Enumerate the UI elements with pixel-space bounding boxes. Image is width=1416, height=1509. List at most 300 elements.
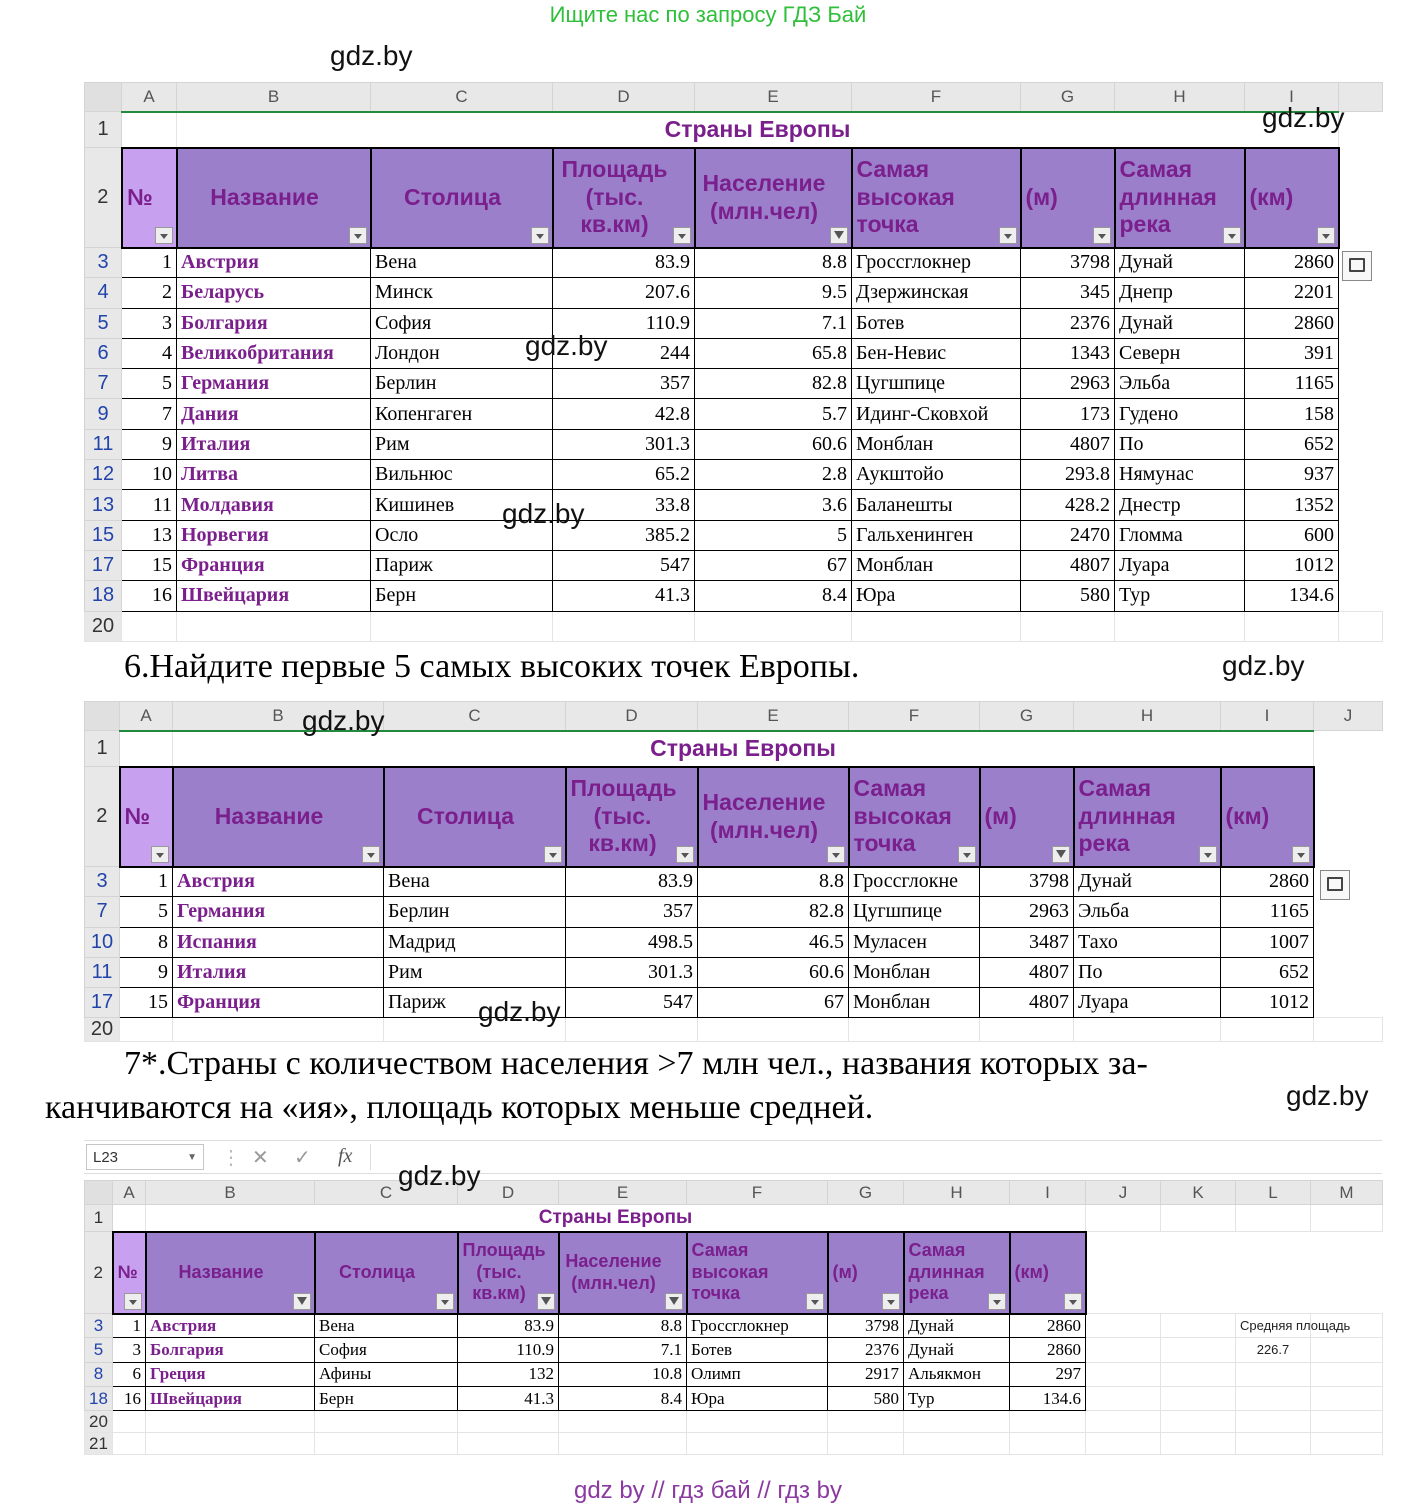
empty-cell[interactable] (315, 1433, 458, 1455)
column-header-m[interactable]: M (1311, 1181, 1383, 1205)
filter-active-icon[interactable] (293, 1293, 311, 1310)
empty-cell[interactable] (904, 1433, 1010, 1455)
filter-dropdown-icon[interactable] (676, 846, 694, 863)
table-cell[interactable]: 8.4 (695, 581, 852, 611)
column-header-a[interactable]: A (120, 702, 173, 731)
table-cell[interactable]: 42.8 (553, 399, 695, 429)
table-cell[interactable]: Афины (315, 1362, 458, 1386)
column-header-b[interactable]: B (173, 702, 384, 731)
table-cell[interactable]: Австрия (173, 867, 384, 897)
table-cell[interactable]: 345 (1021, 278, 1115, 308)
table-cell[interactable]: Гроссглокнер (687, 1314, 828, 1338)
row-header[interactable]: 18 (85, 1386, 113, 1410)
filter-dropdown-icon[interactable] (155, 227, 173, 244)
table-cell[interactable]: Юра (852, 581, 1021, 611)
empty-cell[interactable] (980, 1018, 1074, 1042)
filter-dropdown-icon[interactable] (1064, 1293, 1082, 1310)
insert-function-icon[interactable]: fx (338, 1145, 353, 1167)
enter-icon[interactable]: ✓ (294, 1147, 311, 1169)
table-cell[interactable]: 173 (1021, 399, 1115, 429)
empty-cell[interactable] (1221, 1018, 1314, 1042)
table-cell[interactable]: Монблан (849, 988, 980, 1018)
table-cell[interactable]: Болгария (146, 1338, 315, 1362)
table-cell[interactable]: 2376 (1021, 308, 1115, 338)
table-cell[interactable]: 580 (828, 1386, 904, 1410)
empty-cell[interactable] (120, 1018, 173, 1042)
row-header[interactable]: 10 (85, 927, 120, 957)
table-cell[interactable]: 10 (122, 460, 177, 490)
filter-active-icon[interactable] (665, 1293, 683, 1310)
table-cell[interactable]: 41.3 (458, 1386, 559, 1410)
empty-cell[interactable] (177, 611, 371, 641)
table-cell[interactable]: 428.2 (1021, 490, 1115, 520)
table-cell[interactable]: 2201 (1245, 278, 1339, 308)
table-cell[interactable]: Нямунас (1115, 460, 1245, 490)
table-cell[interactable]: 134.6 (1010, 1386, 1086, 1410)
empty-cell[interactable] (849, 1018, 980, 1042)
table-cell[interactable]: Берлин (371, 369, 553, 399)
table-cell[interactable]: 5.7 (695, 399, 852, 429)
table-cell[interactable]: Вена (371, 248, 553, 278)
table-cell[interactable]: 1352 (1245, 490, 1339, 520)
table-cell[interactable]: Австрия (177, 248, 371, 278)
row-header[interactable]: 5 (85, 1338, 113, 1362)
empty-cell[interactable] (1161, 1433, 1236, 1455)
column-header-e[interactable]: E (695, 83, 852, 112)
row-header[interactable]: 3 (85, 1314, 113, 1338)
table-cell[interactable]: Муласен (849, 927, 980, 957)
table-cell[interactable]: Париж (384, 988, 566, 1018)
table-cell[interactable]: 7 (122, 399, 177, 429)
column-header-e[interactable]: E (559, 1181, 687, 1205)
table-cell[interactable]: 83.9 (458, 1314, 559, 1338)
row-header[interactable]: 8 (85, 1362, 113, 1386)
empty-cell[interactable] (146, 1411, 315, 1433)
quick-analysis-icon[interactable] (1320, 870, 1350, 900)
table-cell[interactable]: 4807 (1021, 429, 1115, 459)
row-header[interactable]: 12 (85, 460, 122, 490)
table-cell[interactable]: 3 (122, 308, 177, 338)
table-cell[interactable]: 2860 (1010, 1314, 1086, 1338)
table-cell[interactable]: Монблан (852, 550, 1021, 580)
empty-cell[interactable] (1236, 1411, 1311, 1433)
filter-dropdown-icon[interactable] (349, 227, 367, 244)
table-cell[interactable]: 357 (566, 897, 698, 927)
empty-cell[interactable] (146, 1433, 315, 1455)
table-cell[interactable]: 4807 (980, 988, 1074, 1018)
filter-dropdown-icon[interactable] (958, 846, 976, 863)
empty-cell[interactable] (1086, 1411, 1161, 1433)
empty-cell[interactable] (1115, 611, 1245, 641)
table-cell[interactable]: 5 (122, 369, 177, 399)
filter-dropdown-icon[interactable] (1317, 227, 1335, 244)
table-cell[interactable]: 15 (120, 988, 173, 1018)
empty-cell[interactable] (371, 611, 553, 641)
column-header-d[interactable]: D (458, 1181, 559, 1205)
table-cell[interactable]: Мадрид (384, 927, 566, 957)
column-header-f[interactable]: F (849, 702, 980, 731)
table-cell[interactable]: 41.3 (553, 581, 695, 611)
table-cell[interactable]: 2860 (1221, 867, 1314, 897)
table-cell[interactable]: 67 (698, 988, 849, 1018)
filter-dropdown-icon[interactable] (806, 1293, 824, 1310)
table-cell[interactable]: 652 (1221, 957, 1314, 987)
table-cell[interactable]: Дунай (1115, 308, 1245, 338)
select-all-corner[interactable] (85, 702, 120, 731)
table-cell[interactable]: 385.2 (553, 520, 695, 550)
table-cell[interactable]: Германия (173, 897, 384, 927)
table-cell[interactable]: Вена (384, 867, 566, 897)
table-cell[interactable]: Цугшпице (849, 897, 980, 927)
table-cell[interactable]: Париж (371, 550, 553, 580)
table-cell[interactable]: Гальхенинген (852, 520, 1021, 550)
table-cell[interactable]: 3798 (1021, 248, 1115, 278)
row-header[interactable]: 5 (85, 308, 122, 338)
table-cell[interactable]: 937 (1245, 460, 1339, 490)
empty-cell[interactable] (687, 1411, 828, 1433)
empty-cell[interactable] (1086, 1433, 1161, 1455)
table-cell[interactable]: Беларусь (177, 278, 371, 308)
filter-dropdown-icon[interactable] (151, 846, 169, 863)
table-cell[interactable]: Франция (177, 550, 371, 580)
table-cell[interactable]: 132 (458, 1362, 559, 1386)
column-header-c[interactable]: C (315, 1181, 458, 1205)
column-header-l[interactable]: L (1236, 1181, 1311, 1205)
table-cell[interactable]: Литва (177, 460, 371, 490)
filter-dropdown-icon[interactable] (544, 846, 562, 863)
table-cell[interactable]: Вильнюс (371, 460, 553, 490)
row-header[interactable]: 2 (85, 767, 120, 867)
filter-dropdown-icon[interactable] (362, 846, 380, 863)
filter-dropdown-icon[interactable] (999, 227, 1017, 244)
table-cell[interactable]: 580 (1021, 581, 1115, 611)
table-cell[interactable]: Бен-Невис (852, 338, 1021, 368)
filter-dropdown-icon[interactable] (1199, 846, 1217, 863)
empty-cell[interactable] (559, 1411, 687, 1433)
row-header[interactable]: 9 (85, 399, 122, 429)
table-cell[interactable]: 2860 (1010, 1338, 1086, 1362)
table-cell[interactable]: Дунай (1074, 867, 1221, 897)
empty-cell[interactable] (315, 1411, 458, 1433)
empty-cell[interactable] (553, 611, 695, 641)
filter-dropdown-icon[interactable] (1223, 227, 1241, 244)
row-header[interactable]: 20 (85, 1411, 113, 1433)
row-header[interactable]: 11 (85, 429, 122, 459)
name-box[interactable]: L23 ▼ (86, 1144, 204, 1170)
table-cell[interactable]: Дунай (904, 1314, 1010, 1338)
table-cell[interactable]: Германия (177, 369, 371, 399)
table-cell[interactable]: Эльба (1115, 369, 1245, 399)
table-cell[interactable]: 498.5 (566, 927, 698, 957)
row-header[interactable]: 18 (85, 581, 122, 611)
table-cell[interactable]: 207.6 (553, 278, 695, 308)
table-cell[interactable]: 9.5 (695, 278, 852, 308)
table-cell[interactable]: 16 (113, 1386, 146, 1410)
table-cell[interactable]: Эльба (1074, 897, 1221, 927)
column-header-i[interactable]: I (1245, 83, 1339, 112)
row-header[interactable]: 1 (85, 112, 122, 148)
table-cell[interactable]: 8.8 (698, 867, 849, 897)
table-cell[interactable]: 7.1 (559, 1338, 687, 1362)
column-header-b[interactable]: B (177, 83, 371, 112)
table-cell[interactable]: 1343 (1021, 338, 1115, 368)
table-cell[interactable]: Гудено (1115, 399, 1245, 429)
table-cell[interactable]: Берн (371, 581, 553, 611)
formula-input[interactable] (370, 1144, 1381, 1170)
table-cell[interactable]: 1 (120, 867, 173, 897)
table-cell[interactable]: Берлин (384, 897, 566, 927)
table-cell[interactable]: Греция (146, 1362, 315, 1386)
table-cell[interactable]: 16 (122, 581, 177, 611)
row-header[interactable]: 17 (85, 988, 120, 1018)
column-header-a[interactable]: A (113, 1181, 146, 1205)
table-cell[interactable]: По (1115, 429, 1245, 459)
table-cell[interactable]: 82.8 (698, 897, 849, 927)
empty-cell[interactable] (113, 1411, 146, 1433)
column-header-g[interactable]: G (828, 1181, 904, 1205)
select-all-corner[interactable] (85, 83, 122, 112)
table-cell[interactable]: Юра (687, 1386, 828, 1410)
table-cell[interactable]: Днестр (1115, 490, 1245, 520)
row-header[interactable]: 4 (85, 278, 122, 308)
filter-dropdown-icon[interactable] (1093, 227, 1111, 244)
table-cell[interactable]: 2 (122, 278, 177, 308)
empty-cell[interactable] (1236, 1433, 1311, 1455)
table-cell[interactable]: 67 (695, 550, 852, 580)
table-cell[interactable]: Болгария (177, 308, 371, 338)
table-cell[interactable]: 2.8 (695, 460, 852, 490)
table-cell[interactable]: 46.5 (698, 927, 849, 957)
row-header[interactable]: 2 (85, 148, 122, 248)
empty-cell[interactable] (1339, 611, 1383, 641)
table-cell[interactable]: 301.3 (553, 429, 695, 459)
table-cell[interactable]: 547 (566, 988, 698, 1018)
table-cell[interactable]: Швейцария (177, 581, 371, 611)
table-cell[interactable]: 6 (113, 1362, 146, 1386)
table-cell[interactable]: 2963 (1021, 369, 1115, 399)
empty-cell[interactable] (1245, 611, 1339, 641)
table-cell[interactable]: Аукштойо (852, 460, 1021, 490)
table-cell[interactable]: 1012 (1245, 550, 1339, 580)
column-header-d[interactable]: D (553, 83, 695, 112)
table-cell[interactable]: Испания (173, 927, 384, 957)
row-header[interactable]: 6 (85, 338, 122, 368)
empty-cell[interactable] (566, 1018, 698, 1042)
table-cell[interactable]: 8 (120, 927, 173, 957)
quick-analysis-icon[interactable] (1342, 251, 1372, 281)
table-cell[interactable]: 5 (120, 897, 173, 927)
table-cell[interactable]: Рим (384, 957, 566, 987)
row-header[interactable]: 17 (85, 550, 122, 580)
table-cell[interactable]: 1165 (1221, 897, 1314, 927)
table-cell[interactable]: 293.8 (1021, 460, 1115, 490)
filter-active-icon[interactable] (830, 227, 848, 244)
table-cell[interactable]: 244 (553, 338, 695, 368)
table-cell[interactable]: 3798 (980, 867, 1074, 897)
table-cell[interactable]: 600 (1245, 520, 1339, 550)
empty-cell[interactable] (698, 1018, 849, 1042)
table-cell[interactable]: 547 (553, 550, 695, 580)
table-cell[interactable]: 2376 (828, 1338, 904, 1362)
table-cell[interactable]: 110.9 (458, 1338, 559, 1362)
table-cell[interactable]: Франция (173, 988, 384, 1018)
table-cell[interactable]: 9 (120, 957, 173, 987)
row-header[interactable]: 20 (85, 611, 122, 641)
empty-cell[interactable] (904, 1411, 1010, 1433)
filter-active-icon[interactable] (1052, 846, 1070, 863)
empty-cell[interactable] (1161, 1411, 1236, 1433)
table-cell[interactable]: Тур (904, 1386, 1010, 1410)
table-cell[interactable]: Тур (1115, 581, 1245, 611)
table-cell[interactable]: 1007 (1221, 927, 1314, 957)
column-header-e[interactable]: E (698, 702, 849, 731)
table-cell[interactable]: Ботев (687, 1338, 828, 1362)
table-cell[interactable]: 297 (1010, 1362, 1086, 1386)
row-header[interactable]: 3 (85, 867, 120, 897)
row-header[interactable]: 15 (85, 520, 122, 550)
filter-dropdown-icon[interactable] (124, 1293, 142, 1310)
table-cell[interactable]: Вена (315, 1314, 458, 1338)
table-cell[interactable]: 4 (122, 338, 177, 368)
table-cell[interactable]: Днепр (1115, 278, 1245, 308)
empty-cell[interactable] (122, 611, 177, 641)
table-cell[interactable]: 7.1 (695, 308, 852, 338)
table-cell[interactable]: 8.8 (695, 248, 852, 278)
row-header[interactable]: 7 (85, 369, 122, 399)
empty-cell[interactable] (113, 1433, 146, 1455)
table-cell[interactable]: Дунай (1115, 248, 1245, 278)
empty-cell[interactable] (458, 1411, 559, 1433)
table-cell[interactable]: 2860 (1245, 248, 1339, 278)
table-cell[interactable]: 13 (122, 520, 177, 550)
table-cell[interactable]: Дзержинская (852, 278, 1021, 308)
table-cell[interactable]: 10.8 (559, 1362, 687, 1386)
empty-cell[interactable] (1314, 1018, 1383, 1042)
table-cell[interactable]: Рим (371, 429, 553, 459)
empty-cell[interactable] (695, 611, 852, 641)
table-cell[interactable]: 652 (1245, 429, 1339, 459)
table-cell[interactable]: 5 (695, 520, 852, 550)
column-header-f[interactable]: F (852, 83, 1021, 112)
select-all-corner[interactable] (85, 1181, 113, 1205)
table-cell[interactable]: 2860 (1245, 308, 1339, 338)
table-cell[interactable]: Монблан (852, 429, 1021, 459)
column-header-h[interactable]: H (1115, 83, 1245, 112)
table-cell[interactable]: 65.8 (695, 338, 852, 368)
table-cell[interactable]: Италия (173, 957, 384, 987)
table-cell[interactable]: Италия (177, 429, 371, 459)
table-cell[interactable]: 158 (1245, 399, 1339, 429)
table-cell[interactable]: 83.9 (566, 867, 698, 897)
table-cell[interactable]: 82.8 (695, 369, 852, 399)
empty-cell[interactable] (1010, 1411, 1086, 1433)
filter-dropdown-icon[interactable] (988, 1293, 1006, 1310)
table-cell[interactable]: 2470 (1021, 520, 1115, 550)
row-header[interactable]: 21 (85, 1433, 113, 1455)
table-cell[interactable]: 110.9 (553, 308, 695, 338)
column-header-d[interactable]: D (566, 702, 698, 731)
table-cell[interactable]: Идинг-Сковхой (852, 399, 1021, 429)
empty-cell[interactable] (852, 611, 1021, 641)
table-cell[interactable]: 134.6 (1245, 581, 1339, 611)
table-cell[interactable]: 3798 (828, 1314, 904, 1338)
column-header-h[interactable]: H (904, 1181, 1010, 1205)
table-cell[interactable]: 4807 (1021, 550, 1115, 580)
table-cell[interactable]: Осло (371, 520, 553, 550)
table-cell[interactable]: 3487 (980, 927, 1074, 957)
column-header-g[interactable]: G (1021, 83, 1115, 112)
table-cell[interactable]: 4807 (980, 957, 1074, 987)
row-header[interactable]: 2 (85, 1232, 113, 1314)
filter-dropdown-icon[interactable] (436, 1293, 454, 1310)
row-header[interactable]: 1 (85, 731, 120, 767)
table-cell[interactable]: Баланешты (852, 490, 1021, 520)
column-header-k[interactable]: K (1161, 1181, 1236, 1205)
empty-cell[interactable] (1010, 1433, 1086, 1455)
table-cell[interactable]: 8.8 (559, 1314, 687, 1338)
table-cell[interactable]: 65.2 (553, 460, 695, 490)
empty-cell[interactable] (1021, 611, 1115, 641)
table-cell[interactable]: 1165 (1245, 369, 1339, 399)
table-cell[interactable]: София (371, 308, 553, 338)
filter-active-icon[interactable] (537, 1293, 555, 1310)
table-cell[interactable]: Дунай (904, 1338, 1010, 1362)
empty-cell[interactable] (1074, 1018, 1221, 1042)
table-cell[interactable]: София (315, 1338, 458, 1362)
table-cell[interactable]: 83.9 (553, 248, 695, 278)
column-header-j[interactable]: J (1086, 1181, 1161, 1205)
empty-cell[interactable] (1311, 1411, 1383, 1433)
filter-dropdown-icon[interactable] (531, 227, 549, 244)
table-cell[interactable]: 301.3 (566, 957, 698, 987)
table-cell[interactable]: 1 (113, 1314, 146, 1338)
table-cell[interactable]: Ботев (852, 308, 1021, 338)
column-header-a[interactable]: A (122, 83, 177, 112)
row-header[interactable]: 20 (85, 1018, 120, 1042)
column-header-g[interactable]: G (980, 702, 1074, 731)
table-cell[interactable]: 1 (122, 248, 177, 278)
empty-cell[interactable] (559, 1433, 687, 1455)
table-cell[interactable]: 60.6 (698, 957, 849, 987)
column-header-c[interactable]: C (371, 83, 553, 112)
cancel-icon[interactable]: ✕ (252, 1147, 269, 1169)
table-cell[interactable]: 15 (122, 550, 177, 580)
table-cell[interactable]: Великобритания (177, 338, 371, 368)
table-cell[interactable]: 3 (113, 1338, 146, 1362)
column-header-i[interactable]: I (1010, 1181, 1086, 1205)
table-cell[interactable]: 3.6 (695, 490, 852, 520)
row-header[interactable]: 3 (85, 248, 122, 278)
table-cell[interactable]: 60.6 (695, 429, 852, 459)
empty-cell[interactable] (458, 1433, 559, 1455)
table-cell[interactable]: 1012 (1221, 988, 1314, 1018)
table-cell[interactable]: 2917 (828, 1362, 904, 1386)
table-cell[interactable]: Гроссглокнер (852, 248, 1021, 278)
column-header-b[interactable]: B (146, 1181, 315, 1205)
empty-cell[interactable] (173, 1018, 384, 1042)
table-cell[interactable]: Австрия (146, 1314, 315, 1338)
empty-cell[interactable] (828, 1433, 904, 1455)
table-cell[interactable]: Кишинев (371, 490, 553, 520)
row-header[interactable]: 1 (85, 1205, 113, 1232)
table-cell[interactable]: Луара (1074, 988, 1221, 1018)
table-cell[interactable]: Берн (315, 1386, 458, 1410)
row-header[interactable]: 7 (85, 897, 120, 927)
table-cell[interactable]: Лондон (371, 338, 553, 368)
table-cell[interactable]: Тахо (1074, 927, 1221, 957)
table-cell[interactable]: 8.4 (559, 1386, 687, 1410)
table-cell[interactable]: 11 (122, 490, 177, 520)
